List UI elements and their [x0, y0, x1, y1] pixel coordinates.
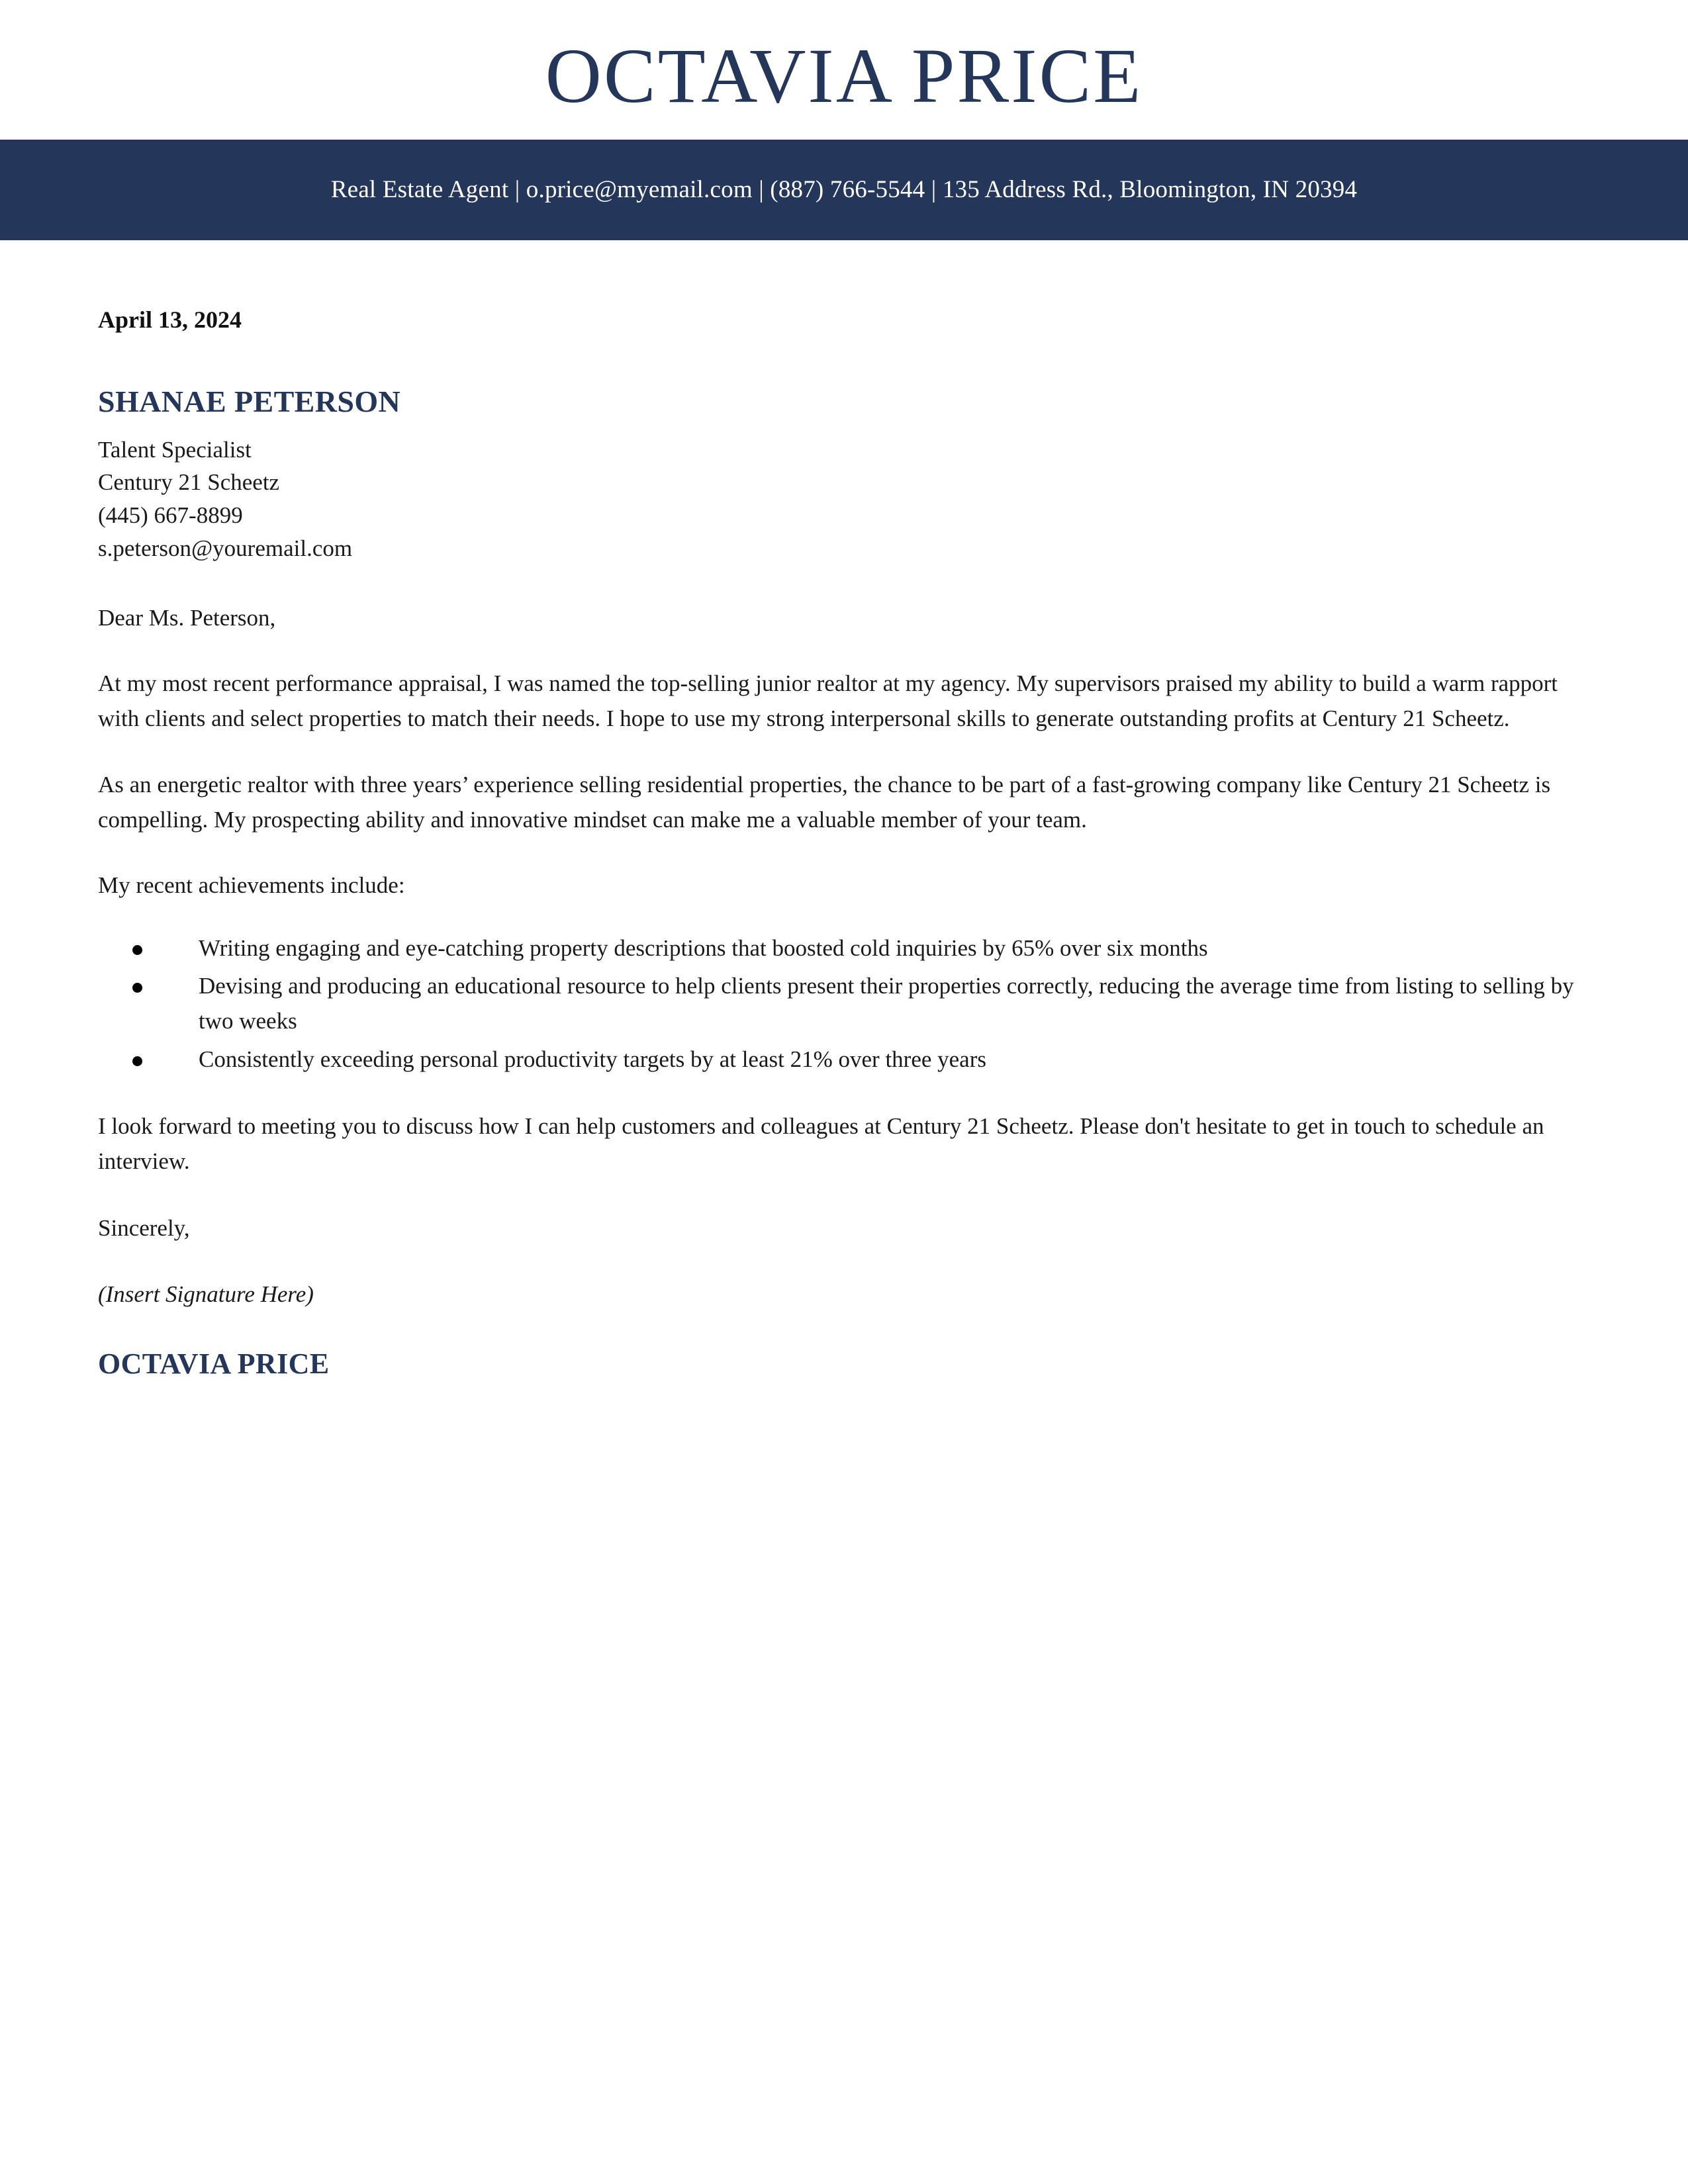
recipient-company: Century 21 Scheetz	[98, 469, 280, 496]
achievements-list	[98, 931, 1590, 1077]
list-item: Writing engaging and eye-catching property descriptions that boosted cold inquiries by 65% over six months	[98, 931, 1590, 966]
contact-bar	[0, 140, 1688, 240]
contact-details: Real Estate Agent | o.price@myemail.com | (887) 766-5544 | 135 Address Rd., Bloomington, IN 20394	[330, 176, 1358, 204]
signoff-salutation: Sincerely,	[98, 1215, 190, 1242]
list-item: Consistently exceeding personal productivity targets by at least 21% over three years	[98, 1042, 1590, 1077]
letter-body	[0, 240, 1688, 1381]
salutation: Dear Ms. Peterson,	[98, 605, 276, 631]
letter-date: April 13, 2024	[98, 306, 242, 334]
recipient-phone: (445) 667-8899	[98, 502, 243, 529]
letterhead	[0, 0, 1688, 140]
page-title: OCTAVIA PRICE	[545, 32, 1143, 119]
list-item: Devising and producing an educational resource to help clients present their properties correctly, reducing the average time from listing to selling by two weeks	[98, 968, 1590, 1038]
body-paragraph-1: At my most recent performance appraisal, I was named the top-selling junior realtor at my agency. My supervisors praised my ability to build a warm rapport with clients and select properties to match their needs. I hope to use my strong interpersonal skills to generate outstanding profits at Century 21 Scheetz.	[98, 670, 1558, 732]
closing-paragraph: I look forward to meeting you to discuss how I can help customers and colleagues at Century 21 Scheetz. Please don't hesitate to get in touch to schedule an interview.	[98, 1113, 1544, 1175]
signoff-name: OCTAVIA PRICE	[98, 1347, 330, 1380]
recipient-block	[98, 384, 1590, 565]
recipient-title: Talent Specialist	[98, 436, 252, 463]
body-paragraph-2: As an energetic realtor with three years’ experience selling residential properties, the chance to be part of a fast-growing company like Century 21 Scheetz is compelling. My prospecting ability and innovative mindset can make me a valuable member of your team.	[98, 771, 1551, 833]
recipient-name: SHANAE PETERSON	[98, 384, 401, 418]
recipient-email: s.peterson@youremail.com	[98, 535, 353, 561]
signature-placeholder: (Insert Signature Here)	[98, 1281, 314, 1308]
achievements-intro: My recent achievements include:	[98, 872, 405, 898]
